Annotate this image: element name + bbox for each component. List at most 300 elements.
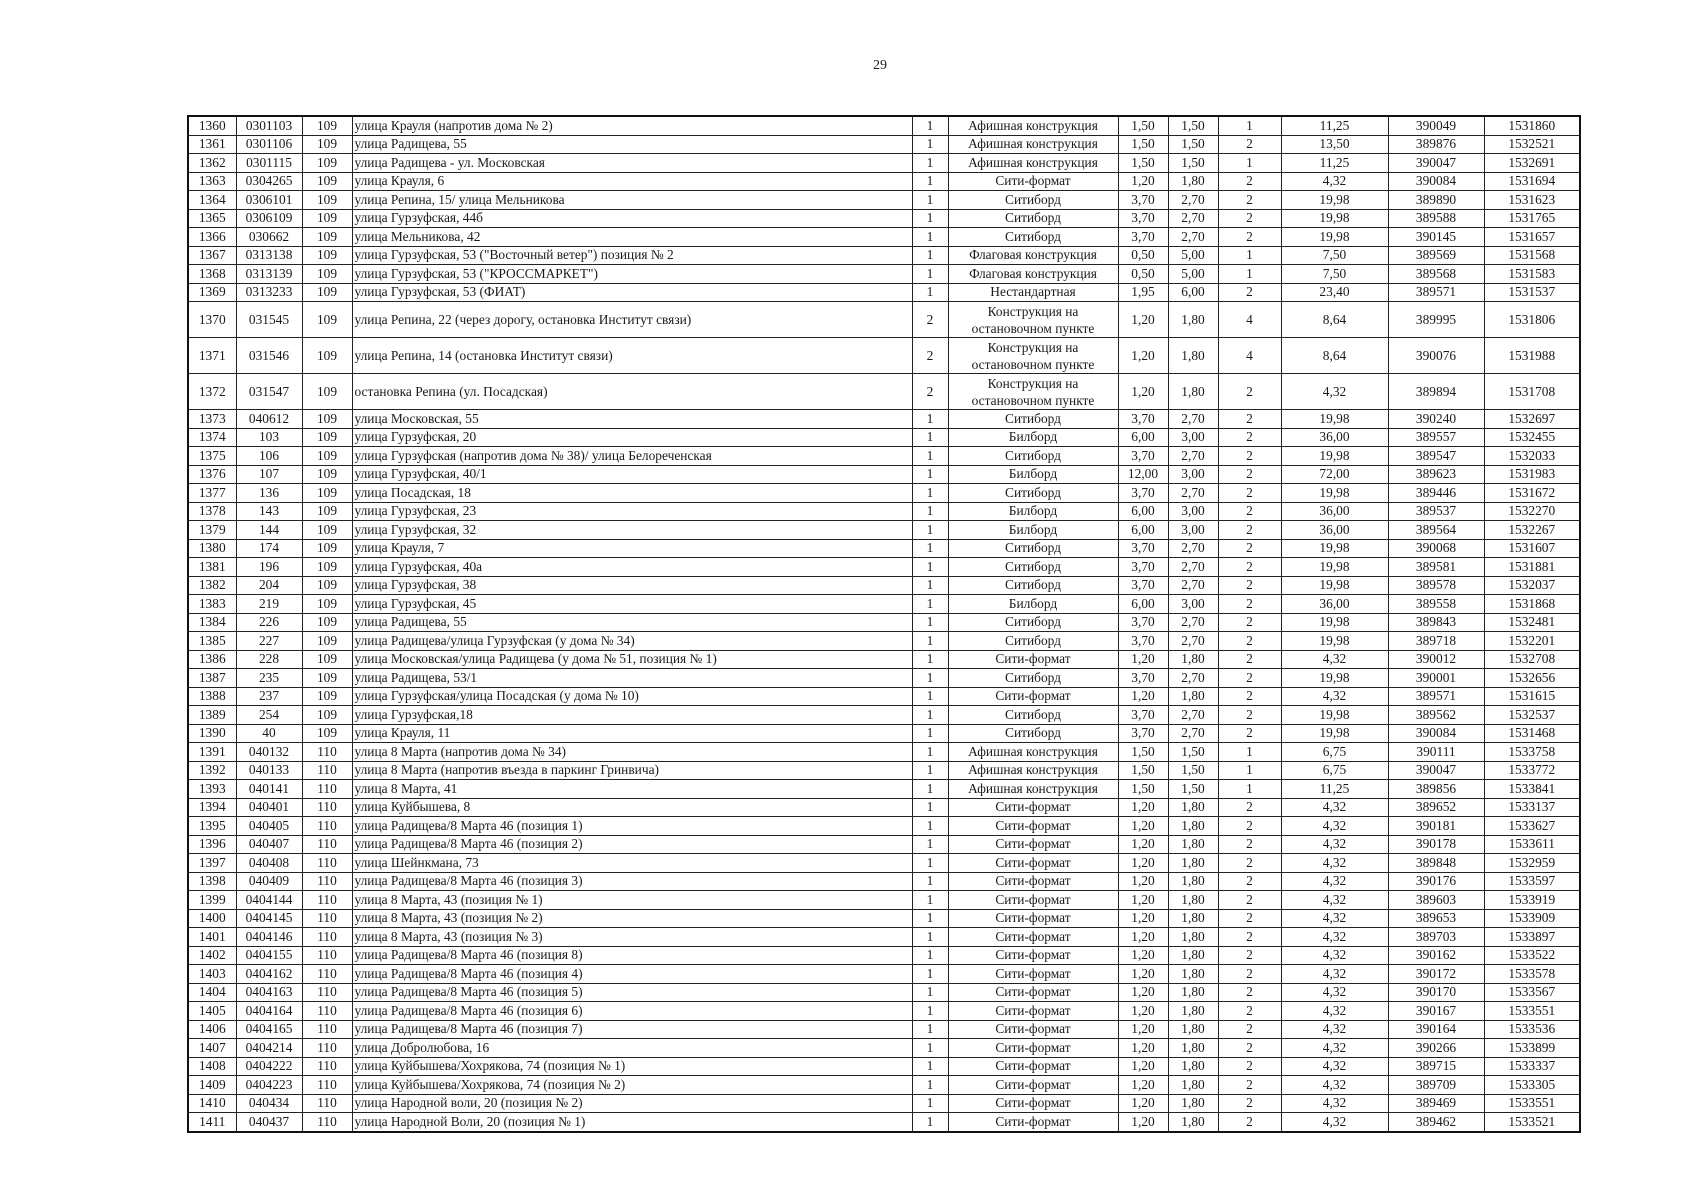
height-cell: 1,80 — [1168, 338, 1218, 374]
row-number-cell: 1360 — [188, 116, 236, 135]
structure-type-cell: Сити-формат — [948, 854, 1118, 873]
district-code-cell: 110 — [302, 983, 352, 1002]
structure-type-cell: Билборд — [948, 595, 1118, 614]
area-cell: 4,32 — [1281, 650, 1388, 669]
table-row — [188, 798, 1580, 817]
sides-count-cell: 1 — [912, 965, 948, 984]
sides-count-cell: 1 — [912, 191, 948, 210]
faces-cell: 2 — [1218, 854, 1281, 873]
faces-cell: 2 — [1218, 1039, 1281, 1058]
structure-type-cell: Ситиборд — [948, 191, 1118, 210]
coord-y-cell: 1533551 — [1484, 1094, 1580, 1113]
structure-id-cell: 136 — [236, 484, 302, 503]
coord-x-cell: 390178 — [1388, 835, 1484, 854]
district-code-cell: 110 — [302, 798, 352, 817]
structure-id-cell: 226 — [236, 613, 302, 632]
area-cell: 4,32 — [1281, 1094, 1388, 1113]
sides-count-cell: 1 — [912, 502, 948, 521]
height-cell: 1,80 — [1168, 1076, 1218, 1095]
coord-y-cell: 1532481 — [1484, 613, 1580, 632]
structure-id-cell: 237 — [236, 687, 302, 706]
structure-id-cell: 107 — [236, 465, 302, 484]
coord-y-cell: 1532270 — [1484, 502, 1580, 521]
structure-id-cell: 0306109 — [236, 209, 302, 228]
height-cell: 1,80 — [1168, 983, 1218, 1002]
row-number-cell: 1372 — [188, 374, 236, 410]
structure-id-cell: 219 — [236, 595, 302, 614]
structure-type-cell: Сити-формат — [948, 891, 1118, 910]
coord-y-cell: 1533305 — [1484, 1076, 1580, 1095]
area-cell: 19,98 — [1281, 209, 1388, 228]
faces-cell: 1 — [1218, 154, 1281, 173]
table-row — [188, 1076, 1580, 1095]
coord-y-cell: 1532656 — [1484, 669, 1580, 688]
height-cell: 1,80 — [1168, 1002, 1218, 1021]
district-code-cell: 109 — [302, 632, 352, 651]
structure-id-cell: 174 — [236, 539, 302, 558]
structure-id-cell: 040133 — [236, 761, 302, 780]
district-code-cell: 110 — [302, 946, 352, 965]
area-cell: 19,98 — [1281, 724, 1388, 743]
structure-id-cell: 40 — [236, 724, 302, 743]
district-code-cell: 109 — [302, 374, 352, 410]
structure-id-cell: 0404145 — [236, 909, 302, 928]
area-cell: 7,50 — [1281, 246, 1388, 265]
row-number-cell: 1391 — [188, 743, 236, 762]
area-cell: 4,32 — [1281, 928, 1388, 947]
height-cell: 1,80 — [1168, 1094, 1218, 1113]
coord-x-cell: 389462 — [1388, 1113, 1484, 1132]
structure-id-cell: 040434 — [236, 1094, 302, 1113]
structure-type-cell: Ситиборд — [948, 558, 1118, 577]
row-number-cell: 1366 — [188, 228, 236, 247]
table-row — [188, 465, 1580, 484]
structure-id-cell: 030662 — [236, 228, 302, 247]
row-number-cell: 1381 — [188, 558, 236, 577]
area-cell: 19,98 — [1281, 558, 1388, 577]
height-cell: 2,70 — [1168, 539, 1218, 558]
structure-id-cell: 0404164 — [236, 1002, 302, 1021]
address-cell: улица Радищева/улица Гурзуфская (у дома № 34) — [352, 632, 912, 651]
structure-type-cell: Сити-формат — [948, 965, 1118, 984]
coord-y-cell: 1531881 — [1484, 558, 1580, 577]
structure-id-cell: 0313233 — [236, 283, 302, 302]
address-cell: улица Гурзуфская, 40а — [352, 558, 912, 577]
faces-cell: 2 — [1218, 1076, 1281, 1095]
structure-type-cell: Афишная конструкция — [948, 761, 1118, 780]
structure-id-cell: 0301103 — [236, 116, 302, 135]
width-cell: 1,20 — [1118, 891, 1168, 910]
faces-cell: 2 — [1218, 835, 1281, 854]
coord-y-cell: 1531806 — [1484, 302, 1580, 338]
area-cell: 4,32 — [1281, 1020, 1388, 1039]
structure-type-cell: Конструкция на остановочном пункте — [948, 374, 1118, 410]
height-cell: 1,80 — [1168, 1020, 1218, 1039]
table-row — [188, 1002, 1580, 1021]
structure-id-cell: 040409 — [236, 872, 302, 891]
width-cell: 1,50 — [1118, 116, 1168, 135]
height-cell: 2,70 — [1168, 706, 1218, 725]
faces-cell: 2 — [1218, 576, 1281, 595]
height-cell: 5,00 — [1168, 246, 1218, 265]
table-row — [188, 706, 1580, 725]
width-cell: 1,20 — [1118, 965, 1168, 984]
coord-y-cell: 1531860 — [1484, 116, 1580, 135]
district-code-cell: 109 — [302, 172, 352, 191]
structure-id-cell: 0404165 — [236, 1020, 302, 1039]
table-row — [188, 965, 1580, 984]
row-number-cell: 1368 — [188, 265, 236, 284]
area-cell: 36,00 — [1281, 502, 1388, 521]
faces-cell: 2 — [1218, 374, 1281, 410]
address-cell: улица Репина, 22 (через дорогу, остановка Институт связи) — [352, 302, 912, 338]
area-cell: 4,32 — [1281, 798, 1388, 817]
area-cell: 19,98 — [1281, 669, 1388, 688]
structure-type-cell: Нестандартная — [948, 283, 1118, 302]
coord-y-cell: 1532521 — [1484, 135, 1580, 154]
address-cell: улица 8 Марта, 43 (позиция № 3) — [352, 928, 912, 947]
width-cell: 3,70 — [1118, 228, 1168, 247]
row-number-cell: 1365 — [188, 209, 236, 228]
sides-count-cell: 1 — [912, 116, 948, 135]
sides-count-cell: 1 — [912, 521, 948, 540]
width-cell: 12,00 — [1118, 465, 1168, 484]
table-row — [188, 780, 1580, 799]
district-code-cell: 109 — [302, 283, 352, 302]
table-row — [188, 265, 1580, 284]
area-cell: 4,32 — [1281, 817, 1388, 836]
coord-x-cell: 390012 — [1388, 650, 1484, 669]
row-number-cell: 1397 — [188, 854, 236, 873]
row-number-cell: 1377 — [188, 484, 236, 503]
row-number-cell: 1394 — [188, 798, 236, 817]
sides-count-cell: 2 — [912, 302, 948, 338]
table-row — [188, 374, 1580, 410]
height-cell: 1,80 — [1168, 891, 1218, 910]
row-number-cell: 1388 — [188, 687, 236, 706]
height-cell: 1,80 — [1168, 1113, 1218, 1132]
coord-x-cell: 389709 — [1388, 1076, 1484, 1095]
coord-x-cell: 389588 — [1388, 209, 1484, 228]
faces-cell: 2 — [1218, 613, 1281, 632]
table-row — [188, 1094, 1580, 1113]
district-code-cell: 109 — [302, 465, 352, 484]
row-number-cell: 1396 — [188, 835, 236, 854]
district-code-cell: 109 — [302, 595, 352, 614]
area-cell: 23,40 — [1281, 283, 1388, 302]
width-cell: 1,20 — [1118, 817, 1168, 836]
width-cell: 6,00 — [1118, 521, 1168, 540]
width-cell: 3,70 — [1118, 191, 1168, 210]
sides-count-cell: 1 — [912, 946, 948, 965]
structure-id-cell: 040408 — [236, 854, 302, 873]
district-code-cell: 109 — [302, 154, 352, 173]
coord-y-cell: 1531868 — [1484, 595, 1580, 614]
coord-x-cell: 390170 — [1388, 983, 1484, 1002]
sides-count-cell: 1 — [912, 854, 948, 873]
structure-type-cell: Билборд — [948, 521, 1118, 540]
structure-id-cell: 144 — [236, 521, 302, 540]
district-code-cell: 109 — [302, 706, 352, 725]
height-cell: 1,80 — [1168, 1057, 1218, 1076]
width-cell: 1,50 — [1118, 154, 1168, 173]
coord-x-cell: 389568 — [1388, 265, 1484, 284]
address-cell: улица Гурзуфская, 20 — [352, 428, 912, 447]
structure-id-cell: 227 — [236, 632, 302, 651]
table-row — [188, 669, 1580, 688]
area-cell: 4,32 — [1281, 1057, 1388, 1076]
sides-count-cell: 1 — [912, 447, 948, 466]
height-cell: 1,80 — [1168, 687, 1218, 706]
table-row — [188, 909, 1580, 928]
coord-y-cell: 1533137 — [1484, 798, 1580, 817]
structure-type-cell: Сити-формат — [948, 1002, 1118, 1021]
structure-type-cell: Билборд — [948, 428, 1118, 447]
sides-count-cell: 1 — [912, 761, 948, 780]
coord-y-cell: 1531694 — [1484, 172, 1580, 191]
width-cell: 3,70 — [1118, 558, 1168, 577]
structure-id-cell: 031545 — [236, 302, 302, 338]
row-number-cell: 1411 — [188, 1113, 236, 1132]
sides-count-cell: 1 — [912, 1020, 948, 1039]
structure-id-cell: 040612 — [236, 410, 302, 429]
coord-x-cell: 389623 — [1388, 465, 1484, 484]
address-cell: улица 8 Марта, 43 (позиция № 2) — [352, 909, 912, 928]
district-code-cell: 110 — [302, 872, 352, 891]
width-cell: 1,50 — [1118, 135, 1168, 154]
area-cell: 19,98 — [1281, 632, 1388, 651]
height-cell: 1,80 — [1168, 909, 1218, 928]
sides-count-cell: 1 — [912, 706, 948, 725]
structure-type-cell: Сити-формат — [948, 1094, 1118, 1113]
sides-count-cell: 1 — [912, 1094, 948, 1113]
coord-y-cell: 1533337 — [1484, 1057, 1580, 1076]
sides-count-cell: 1 — [912, 780, 948, 799]
address-cell: улица Шейнкмана, 73 — [352, 854, 912, 873]
faces-cell: 2 — [1218, 1002, 1281, 1021]
address-cell: улица Гурзуфская, 53 ("КРОССМАРКЕТ") — [352, 265, 912, 284]
sides-count-cell: 1 — [912, 1113, 948, 1132]
district-code-cell: 109 — [302, 246, 352, 265]
faces-cell: 2 — [1218, 891, 1281, 910]
coord-x-cell: 389564 — [1388, 521, 1484, 540]
coord-x-cell: 390240 — [1388, 410, 1484, 429]
height-cell: 1,80 — [1168, 302, 1218, 338]
coord-x-cell: 389557 — [1388, 428, 1484, 447]
area-cell: 4,32 — [1281, 1002, 1388, 1021]
table-row — [188, 854, 1580, 873]
address-cell: улица Крауля, 11 — [352, 724, 912, 743]
structure-id-cell: 143 — [236, 502, 302, 521]
faces-cell: 2 — [1218, 191, 1281, 210]
coord-x-cell: 390047 — [1388, 154, 1484, 173]
height-cell: 1,80 — [1168, 650, 1218, 669]
area-cell: 36,00 — [1281, 595, 1388, 614]
coord-y-cell: 1533611 — [1484, 835, 1580, 854]
structure-id-cell: 0306101 — [236, 191, 302, 210]
structure-type-cell: Афишная конструкция — [948, 154, 1118, 173]
address-cell: улица Крауля, 6 — [352, 172, 912, 191]
district-code-cell: 109 — [302, 302, 352, 338]
coord-x-cell: 390001 — [1388, 669, 1484, 688]
coord-x-cell: 389547 — [1388, 447, 1484, 466]
area-cell: 36,00 — [1281, 521, 1388, 540]
height-cell: 2,70 — [1168, 669, 1218, 688]
structure-id-cell: 228 — [236, 650, 302, 669]
height-cell: 1,80 — [1168, 946, 1218, 965]
district-code-cell: 110 — [302, 1076, 352, 1095]
address-cell: улица Радищева/8 Марта 46 (позиция 4) — [352, 965, 912, 984]
height-cell: 2,70 — [1168, 191, 1218, 210]
width-cell: 3,70 — [1118, 447, 1168, 466]
structure-type-cell: Сити-формат — [948, 798, 1118, 817]
faces-cell: 2 — [1218, 817, 1281, 836]
coord-y-cell: 1533551 — [1484, 1002, 1580, 1021]
structure-id-cell: 0404223 — [236, 1076, 302, 1095]
height-cell: 2,70 — [1168, 558, 1218, 577]
height-cell: 1,50 — [1168, 743, 1218, 762]
sides-count-cell: 1 — [912, 817, 948, 836]
address-cell: улица Радищева/8 Марта 46 (позиция 5) — [352, 983, 912, 1002]
table-row — [188, 135, 1580, 154]
area-cell: 4,32 — [1281, 983, 1388, 1002]
height-cell: 5,00 — [1168, 265, 1218, 284]
coord-y-cell: 1532037 — [1484, 576, 1580, 595]
sides-count-cell: 1 — [912, 1002, 948, 1021]
sides-count-cell: 1 — [912, 1057, 948, 1076]
address-cell: улица Куйбышева/Хохрякова, 74 (позиция № 2) — [352, 1076, 912, 1095]
height-cell: 3,00 — [1168, 428, 1218, 447]
area-cell: 72,00 — [1281, 465, 1388, 484]
coord-x-cell: 390076 — [1388, 338, 1484, 374]
structure-id-cell: 0404214 — [236, 1039, 302, 1058]
area-cell: 19,98 — [1281, 410, 1388, 429]
coord-x-cell: 390145 — [1388, 228, 1484, 247]
coord-y-cell: 1531568 — [1484, 246, 1580, 265]
address-cell: улица Гурзуфская, 53 ("Восточный ветер") позиция № 2 — [352, 246, 912, 265]
coord-x-cell: 390049 — [1388, 116, 1484, 135]
table-row — [188, 410, 1580, 429]
structure-id-cell: 031546 — [236, 338, 302, 374]
width-cell: 1,20 — [1118, 1002, 1168, 1021]
sides-count-cell: 1 — [912, 576, 948, 595]
width-cell: 1,20 — [1118, 302, 1168, 338]
sides-count-cell: 1 — [912, 724, 948, 743]
height-cell: 1,80 — [1168, 854, 1218, 873]
width-cell: 1,20 — [1118, 1039, 1168, 1058]
table-row — [188, 246, 1580, 265]
height-cell: 2,70 — [1168, 209, 1218, 228]
area-cell: 19,98 — [1281, 576, 1388, 595]
structure-id-cell: 0404155 — [236, 946, 302, 965]
row-number-cell: 1404 — [188, 983, 236, 1002]
coord-y-cell: 1531623 — [1484, 191, 1580, 210]
address-cell: улица Радищева/8 Марта 46 (позиция 2) — [352, 835, 912, 854]
structure-type-cell: Сити-формат — [948, 1039, 1118, 1058]
width-cell: 1,20 — [1118, 909, 1168, 928]
table-row — [188, 928, 1580, 947]
row-number-cell: 1395 — [188, 817, 236, 836]
faces-cell: 1 — [1218, 265, 1281, 284]
table-row — [188, 872, 1580, 891]
faces-cell: 1 — [1218, 780, 1281, 799]
area-cell: 4,32 — [1281, 854, 1388, 873]
faces-cell: 2 — [1218, 669, 1281, 688]
structure-id-cell: 0404146 — [236, 928, 302, 947]
coord-y-cell: 1532201 — [1484, 632, 1580, 651]
row-number-cell: 1393 — [188, 780, 236, 799]
height-cell: 2,70 — [1168, 632, 1218, 651]
structure-id-cell: 196 — [236, 558, 302, 577]
area-cell: 19,98 — [1281, 539, 1388, 558]
address-cell: улица 8 Марта (напротив въезда в паркинг Гринвича) — [352, 761, 912, 780]
coord-x-cell: 389890 — [1388, 191, 1484, 210]
coord-y-cell: 1533899 — [1484, 1039, 1580, 1058]
structure-type-cell: Афишная конструкция — [948, 116, 1118, 135]
sides-count-cell: 1 — [912, 484, 948, 503]
coord-x-cell: 390176 — [1388, 872, 1484, 891]
height-cell: 1,80 — [1168, 798, 1218, 817]
address-cell: улица Гурзуфская, 40/1 — [352, 465, 912, 484]
table-row — [188, 447, 1580, 466]
width-cell: 1,50 — [1118, 761, 1168, 780]
table-row — [188, 613, 1580, 632]
faces-cell: 2 — [1218, 428, 1281, 447]
sides-count-cell: 1 — [912, 595, 948, 614]
address-cell: улица Репина, 15/ улица Мельникова — [352, 191, 912, 210]
row-number-cell: 1401 — [188, 928, 236, 947]
table-row — [188, 1113, 1580, 1132]
row-number-cell: 1390 — [188, 724, 236, 743]
structure-id-cell: 0404162 — [236, 965, 302, 984]
height-cell: 1,80 — [1168, 928, 1218, 947]
structure-id-cell: 0404163 — [236, 983, 302, 1002]
area-cell: 8,64 — [1281, 338, 1388, 374]
structure-id-cell: 204 — [236, 576, 302, 595]
sides-count-cell: 1 — [912, 283, 948, 302]
area-cell: 36,00 — [1281, 428, 1388, 447]
sides-count-cell: 1 — [912, 650, 948, 669]
row-number-cell: 1383 — [188, 595, 236, 614]
coord-x-cell: 390172 — [1388, 965, 1484, 984]
structure-id-cell: 040401 — [236, 798, 302, 817]
coord-x-cell: 389558 — [1388, 595, 1484, 614]
address-cell: улица Радищева, 53/1 — [352, 669, 912, 688]
faces-cell: 2 — [1218, 521, 1281, 540]
sides-count-cell: 1 — [912, 798, 948, 817]
address-cell: улица Московская, 55 — [352, 410, 912, 429]
district-code-cell: 110 — [302, 928, 352, 947]
district-code-cell: 110 — [302, 854, 352, 873]
coord-x-cell: 389856 — [1388, 780, 1484, 799]
area-cell: 19,98 — [1281, 191, 1388, 210]
coord-y-cell: 1533919 — [1484, 891, 1580, 910]
address-cell: улица Гурзуфская,18 — [352, 706, 912, 725]
sides-count-cell: 2 — [912, 338, 948, 374]
height-cell: 1,80 — [1168, 835, 1218, 854]
coord-y-cell: 1531657 — [1484, 228, 1580, 247]
coord-x-cell: 390167 — [1388, 1002, 1484, 1021]
coord-x-cell: 389562 — [1388, 706, 1484, 725]
structure-type-cell: Ситиборд — [948, 484, 1118, 503]
sides-count-cell: 1 — [912, 135, 948, 154]
faces-cell: 2 — [1218, 502, 1281, 521]
faces-cell: 2 — [1218, 447, 1281, 466]
coord-y-cell: 1533909 — [1484, 909, 1580, 928]
structure-type-cell: Сити-формат — [948, 835, 1118, 854]
faces-cell: 4 — [1218, 338, 1281, 374]
faces-cell: 2 — [1218, 209, 1281, 228]
